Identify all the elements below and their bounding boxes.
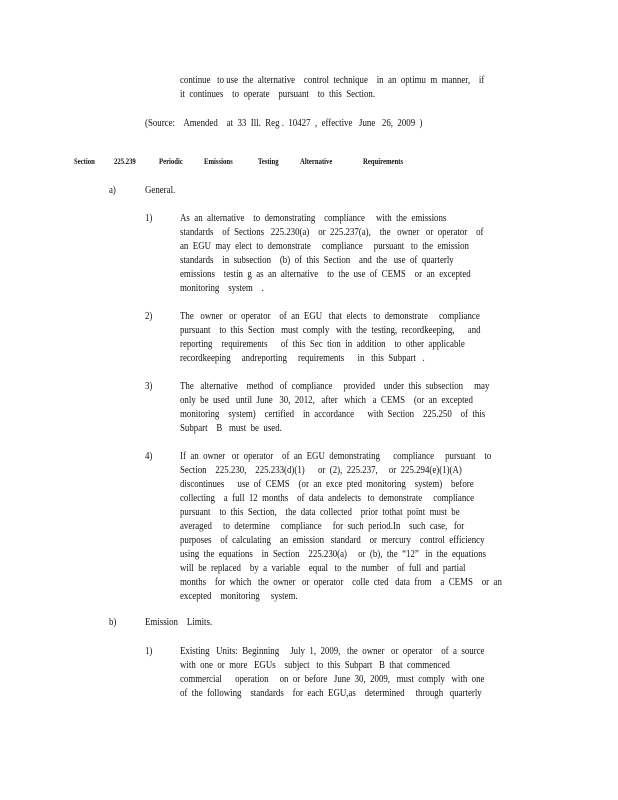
item-text-line: The alternative method of compliance provided under this subsection may [180, 381, 490, 392]
item-text-line: As an alternative to demonstrating compliance with the emissions [180, 213, 447, 224]
subsection-label: b) [109, 617, 117, 628]
item-text-line: monitoring system . [180, 283, 264, 294]
item-text-line: months for which the owner or operator colle cted data from a CEMS or an [180, 577, 502, 588]
item-text-line: discontinues use of CEMS (or an exce pted monitoring system) before [180, 479, 474, 490]
item-text-line: purposes of calculating an emission standard or mercury control efficiency [180, 535, 485, 546]
item-text-line: standards of Sections 225.230(a) or 225.237(a), the owner or operator of [180, 227, 484, 238]
body-text-line: continue to use the alternative control technique in an optimu m manner, if [180, 75, 485, 86]
subsection-label: a) [109, 185, 116, 196]
section-title-word: Alternative [300, 157, 333, 166]
subsection-heading: Emission Limits. [145, 617, 213, 628]
item-text-line: averaged to determine compliance for such period.In such case, for [180, 521, 465, 532]
item-text-line: with one or more EGUs subject to this Subpart B that commenced [180, 660, 450, 671]
section-title-word: Requirements [363, 157, 404, 166]
item-text-line: Existing Units: Beginning July 1, 2009, the owner or operator of a source [180, 646, 485, 657]
item-text-line: an EGU may elect to demonstrate compliance pursuant to the emission [180, 241, 469, 252]
item-number: 1) [145, 646, 153, 657]
item-text-line: reporting requirements of this Sec tion in addition to other applicable [180, 339, 465, 350]
item-number: 4) [145, 451, 153, 462]
item-text-line: standards in subsection (b) of this Section and the use of quarterly [180, 255, 454, 266]
item-text-line: monitoring system) certified in accordance with Section 225.250 of this [180, 409, 486, 420]
item-text-line: using the equations in Section 225.230(a) or (b), the “12” in the equations [180, 549, 486, 560]
section-number: 225.239 [114, 157, 136, 166]
body-text-line: it continues to operate pursuant to this Section. [180, 89, 376, 100]
item-number: 2) [145, 311, 153, 322]
section-title-word: Periodic [159, 157, 183, 166]
item-text-line: emissions testin g as an alternative to the use of CEMS or an excepted [180, 269, 471, 280]
item-number: 3) [145, 381, 153, 392]
item-text-line: will be replaced by a variable equal to the number of full and partial [180, 563, 466, 574]
item-text-line: The owner or operator of an EGU that elects to demonstrate compliance [180, 311, 480, 322]
item-text-line: recordkeeping andreporting requirements in this Subpart . [180, 353, 425, 364]
item-number: 1) [145, 213, 153, 224]
source-note: (Source: Amended at 33 Ill. Reg . 10427 , effective June 26, 2009 ) [145, 118, 423, 129]
item-text-line: of the following standards for each EGU,as determined through quarterly [180, 688, 482, 699]
item-text-line: Subpart B must be used. [180, 423, 282, 434]
item-text-line: commercial operation on or before June 30, 2009, must comply with one [180, 674, 485, 685]
item-text-line: Section 225.230, 225.233(d)(1) or (2), 225.237, or 225.294(e)(1)(A) [180, 465, 462, 476]
item-text-line: pursuant to this Section must comply with the testing, recordkeeping, and [180, 325, 481, 336]
section-title-word: Testing [258, 157, 279, 166]
section-title-word: Emissions [204, 157, 233, 166]
item-text-line: If an owner or operator of an EGU demonstrating compliance pursuant to [180, 451, 492, 462]
item-text-line: pursuant to this Section, the data collected prior tothat point must be [180, 507, 460, 518]
item-text-line: excepted monitoring system. [180, 591, 298, 602]
item-text-line: only be used until June 30, 2012, after which a CEMS (or an excepted [180, 395, 473, 406]
section-word: Section [74, 157, 95, 166]
item-text-line: collecting a full 12 months of data andelects to demonstrate compliance [180, 493, 475, 504]
subsection-heading: General. [145, 185, 176, 196]
